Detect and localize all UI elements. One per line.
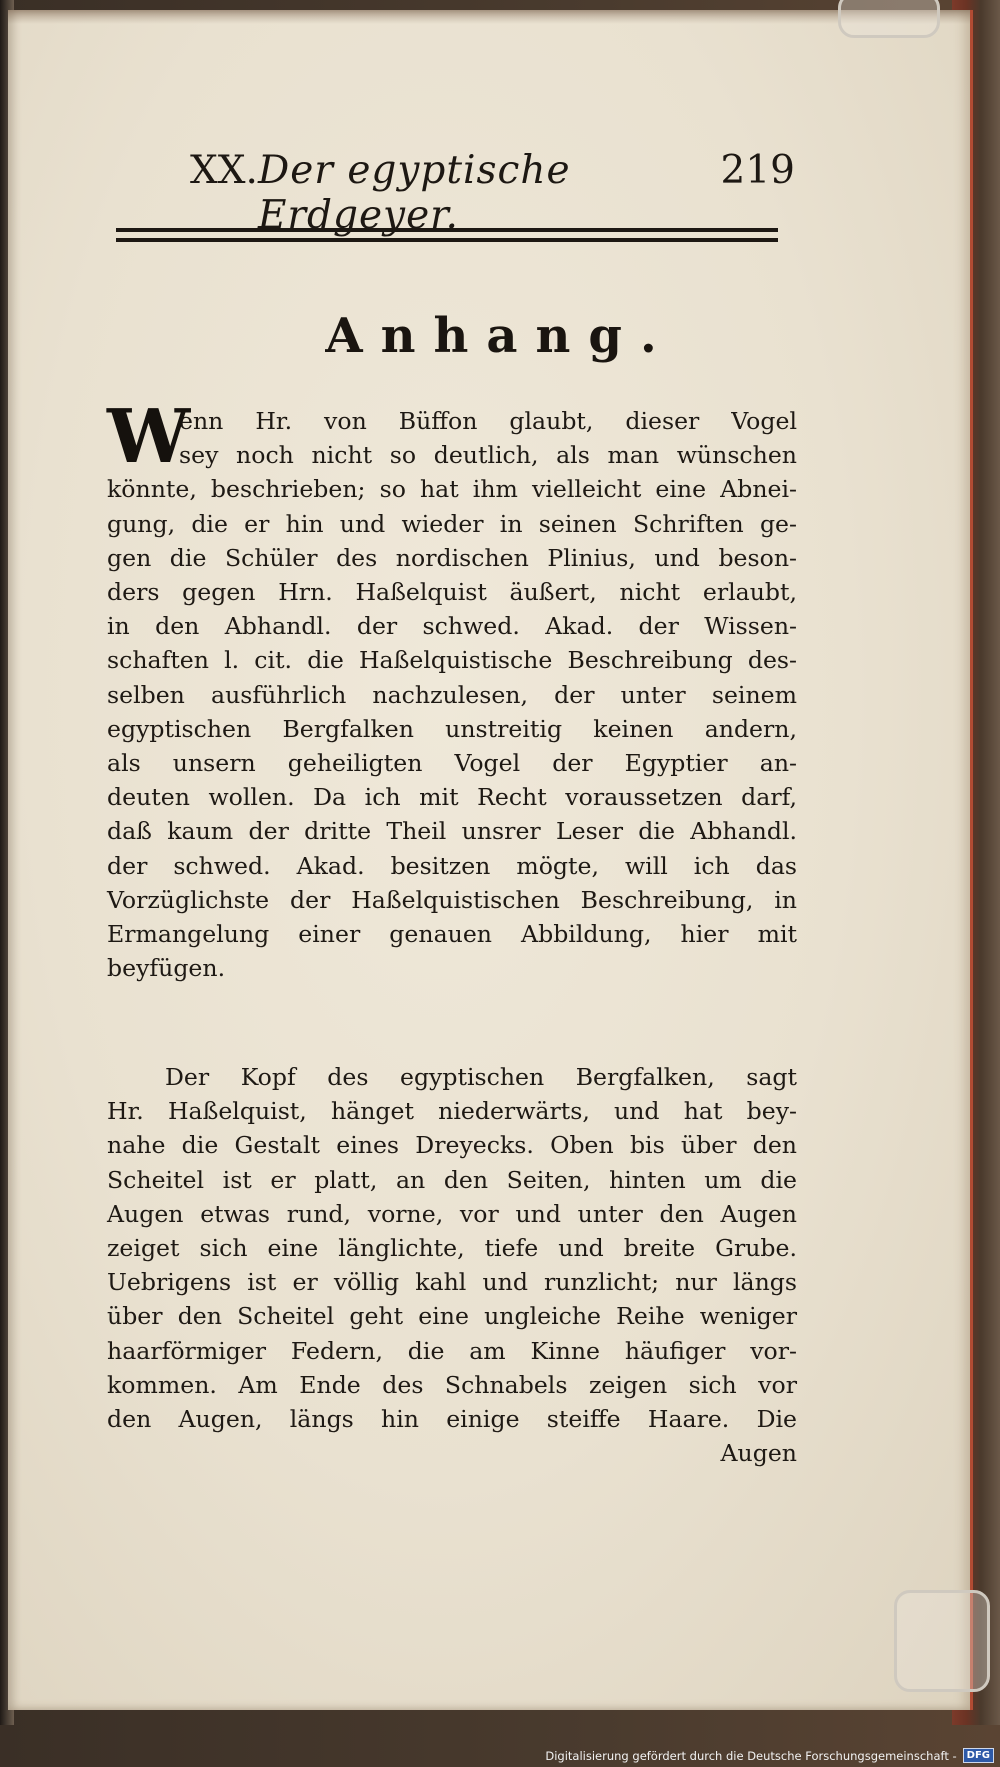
page-number: 219: [720, 148, 795, 193]
text-line: selben ausführlich nachzulesen, der unter seinem: [107, 680, 797, 709]
text-line: in den Abhandl. der schwed. Akad. der Wissen-: [107, 612, 797, 641]
text-line: enn Hr. von Büffon glaubt, dieser Vogel: [179, 407, 797, 435]
paragraph-2: [107, 1060, 797, 1470]
paragraph-1: [107, 394, 797, 985]
text-line: kommen. Am Ende des Schnabels zeigen sich vor: [107, 1370, 797, 1399]
chapter-number: XX.: [190, 148, 258, 193]
text-line: als unsern geheiligten Vogel der Egyptier an-: [107, 749, 797, 778]
text-line: Hr. Haßelquist, hänget niederwärts, und hat bey-: [107, 1097, 797, 1126]
text-line: beyfügen.: [107, 954, 226, 983]
section-heading: Anhang.: [325, 308, 675, 364]
text-line: zeiget sich eine länglichte, tiefe und breite Grube.: [107, 1234, 797, 1263]
catchword: Augen: [720, 1439, 797, 1468]
page-clip-top: [838, 0, 940, 38]
text-line: über den Scheitel geht eine ungleiche Reihe weniger: [107, 1302, 797, 1331]
text-line: gung, die er hin und wieder in seinen Schriften ge-: [107, 509, 797, 538]
chapter-title: Der egyptische Erdgeyer.: [257, 148, 571, 238]
drop-cap-block: [107, 394, 797, 480]
dfg-logo: DFG: [963, 1748, 994, 1763]
text-line: Ermangelung einer genauen Abbildung, hier mit: [107, 920, 797, 949]
text-line: Der Kopf des egyptischen Bergfalken, sagt: [165, 1063, 797, 1091]
text-line: egyptischen Bergfalken unstreitig keinen andern,: [107, 714, 797, 743]
text-line: haarförmiger Federn, die am Kinne häufiger vor-: [107, 1336, 797, 1365]
page-clip-bottom: [894, 1590, 990, 1692]
text-line: den Augen, längs hin einige steiffe Haare. Die: [107, 1405, 797, 1434]
text-line: daß kaum der dritte Theil unsrer Leser die Abhandl.: [107, 817, 797, 846]
text-line: gen die Schüler des nordischen Plinius, und beson-: [107, 543, 797, 572]
header-rule: [116, 228, 778, 242]
text-line: deuten wollen. Da ich mit Recht voraussetzen darf,: [107, 783, 797, 812]
running-header: [190, 148, 795, 238]
digitization-credit: [545, 1748, 994, 1763]
page-top-shadow: [8, 10, 970, 24]
text-line: sey noch nicht so deutlich, als man wünschen: [179, 441, 797, 470]
text-line: Uebrigens ist er völlig kahl und runzlicht; nur längs: [107, 1268, 797, 1297]
text-line: Augen etwas rund, vorne, vor und unter den Augen: [107, 1199, 797, 1228]
drop-cap: W: [107, 394, 191, 480]
text-line: schaften l. cit. die Haßelquistische Beschreibung des-: [107, 646, 797, 675]
text-line: könnte, beschrieben; so hat ihm vielleicht eine Abnei-: [107, 475, 797, 504]
credit-text: Digitalisierung gefördert durch die Deutsche Forschungsgemeinschaft -: [545, 1748, 957, 1763]
text-line: ders gegen Hrn. Haßelquist äußert, nicht erlaubt,: [107, 578, 797, 607]
text-line: Scheitel ist er platt, an den Seiten, hinten um die: [107, 1165, 797, 1194]
text-line: nahe die Gestalt eines Dreyecks. Oben bis über den: [107, 1131, 797, 1160]
text-line: der schwed. Akad. besitzen mögte, will ich das: [107, 851, 797, 880]
text-line: Vorzüglichste der Haßelquistischen Beschreibung, in: [107, 885, 797, 914]
